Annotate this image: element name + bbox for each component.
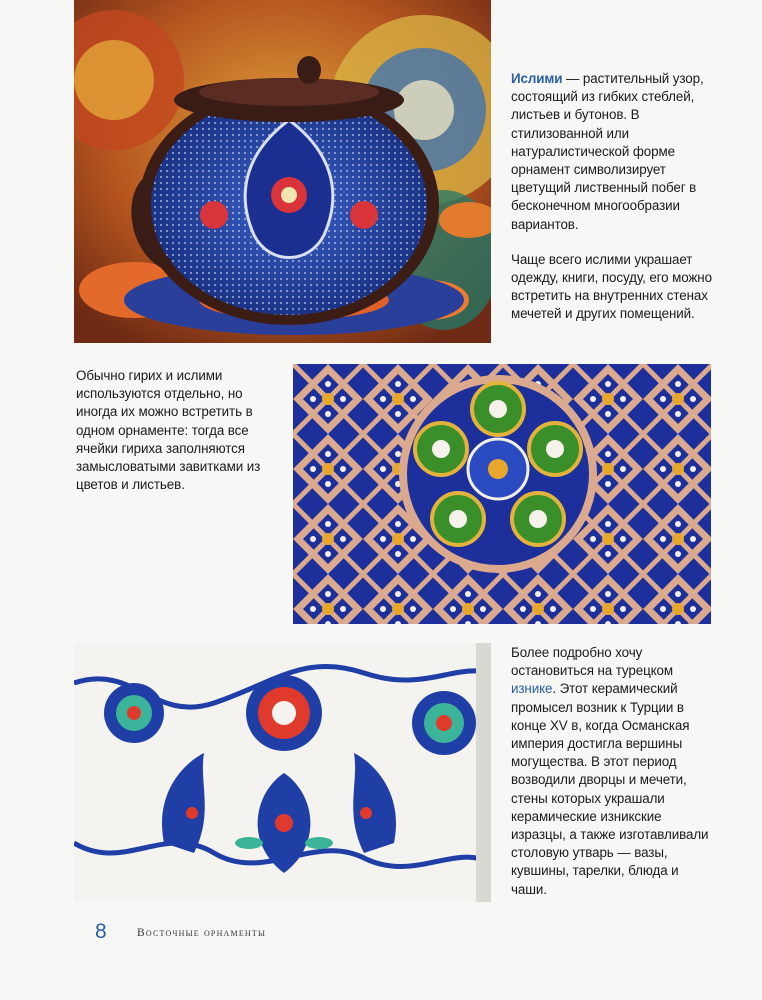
page-number: 8 (95, 920, 107, 943)
iznik-body: . Этот керамический промысел возник к Турции в конце XV в, когда Османская империя достигла вершины могущества. В этот период возводили дворцы и мечети, стены которых украшали керамические изникские изразцы, а также изготавливали столовую утварь — вазы, кувшины, тарелки, блюда и чаши. (511, 681, 709, 897)
iznik-intro: Более подробно хочу остановиться на турецком (511, 645, 674, 679)
girih-mosaic-photo (293, 364, 711, 624)
islimi-definition: — растительный узор, состоящий из гибких стеблей, листьев и бутонов. В стилизованной или натуралистической форме орнамент символизирует цветущий лиственный побег в бесконечном многообразии вариантов. (511, 71, 704, 232)
teapot-ceramics-photo (74, 0, 491, 343)
girih-islimi-paragraph (76, 367, 281, 494)
iznik-tiles-photo (74, 643, 491, 902)
islimi-usage-paragraph: Чаще всего ислими украшает одежду, книги, посуду, его можно встретить на внутренних стенах мечетей и других помещений. (511, 251, 712, 322)
girih-islimi-text: Обычно гирих и ислими используются отдельно, но иногда их можно встретить в одном орнаменте: тогда все ячейки гириха заполняются замысловатыми завитками из цветов и листьев. (76, 368, 261, 493)
islimi-description (511, 70, 717, 324)
iznik-term: изнике (511, 681, 553, 697)
running-section-title: Восточные орнаменты (137, 927, 267, 939)
islimi-term: Ислими (511, 71, 563, 86)
iznik-paragraph (511, 644, 717, 899)
